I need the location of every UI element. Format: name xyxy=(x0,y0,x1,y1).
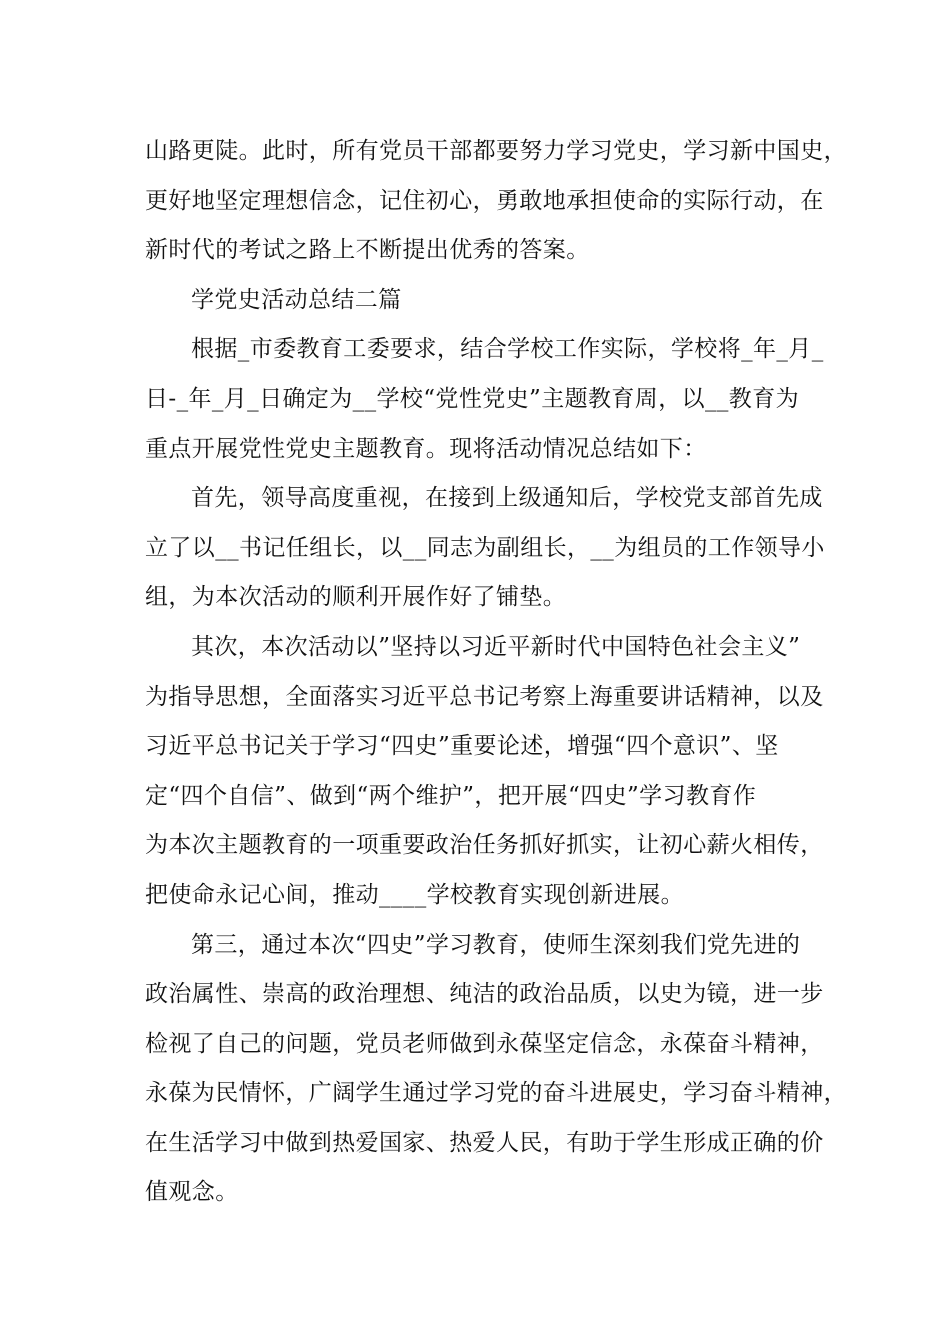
text-line: 组，为本次活动的顺利开展作好了铺垫。 xyxy=(145,584,567,611)
text-line: 重点开展党性党史主题教育。现将活动情况总结如下： xyxy=(145,435,707,462)
text-line: 为本次主题教育的一项重要政治任务抓好抓实，让初心薪火相传， xyxy=(145,832,824,859)
text-line: 为指导思想，全面落实习近平总书记考察上海重要讲话精神，以及 xyxy=(145,683,824,710)
paragraph-first-line: 其次，本次活动以”坚持以习近平新时代中国特色社会主义” xyxy=(191,633,801,660)
text-line: 习近平总书记关于学习“四史”重要论述，增强“四个意识”、坚 xyxy=(145,733,779,760)
paragraph-first-line: 第三，通过本次“四史”学习教育，使师生深刻我们党先进的 xyxy=(191,931,801,958)
paragraph-first-line: 首先，领导高度重视，在接到上级通知后，学校党支部首先成 xyxy=(191,485,823,512)
text-line: 把使命永记心间，推动____学校教育实现创新进展。 xyxy=(145,881,684,908)
text-line: 山路更陡。此时，所有党员干部都要努力学习党史，学习新中国史， xyxy=(145,138,847,164)
text-line: 在生活学习中做到热爱国家、热爱人民，有助于学生形成正确的价 xyxy=(145,1129,824,1156)
text-line: 值观念。 xyxy=(145,1179,239,1206)
text-line: 新时代的考试之路上不断提出优秀的答案。 xyxy=(145,237,590,264)
text-line: 检视了自己的问题，党员老师做到永葆坚定信念，永葆奋斗精神， xyxy=(145,1030,824,1057)
text-line: 日-_年_月_日确定为__学校“党性党史”主题教育周，以__教育为 xyxy=(145,385,799,412)
text-line: 更好地坚定理想信念，记住初心，勇敢地承担使命的实际行动，在 xyxy=(145,187,824,214)
section-heading: 学党史活动总结二篇 xyxy=(191,286,402,313)
text-line: 立了以__书记任组长，以__同志为副组长，__为组员的工作领导小 xyxy=(145,534,825,561)
document-body xyxy=(145,127,847,1218)
text-line: 政治属性、崇高的政治理想、纯洁的政治品质，以史为镜，进一步 xyxy=(145,981,824,1008)
text-line: 永葆为民情怀，广阔学生通过学习党的奋斗进展史，学习奋斗精神， xyxy=(145,1080,847,1107)
paragraph-first-line: 根据_市委教育工委要求，结合学校工作实际，学校将_年_月_ xyxy=(191,336,824,363)
text-line: 定“四个自信”、做到“两个维护”，把开展“四史”学习教育作 xyxy=(145,782,757,809)
